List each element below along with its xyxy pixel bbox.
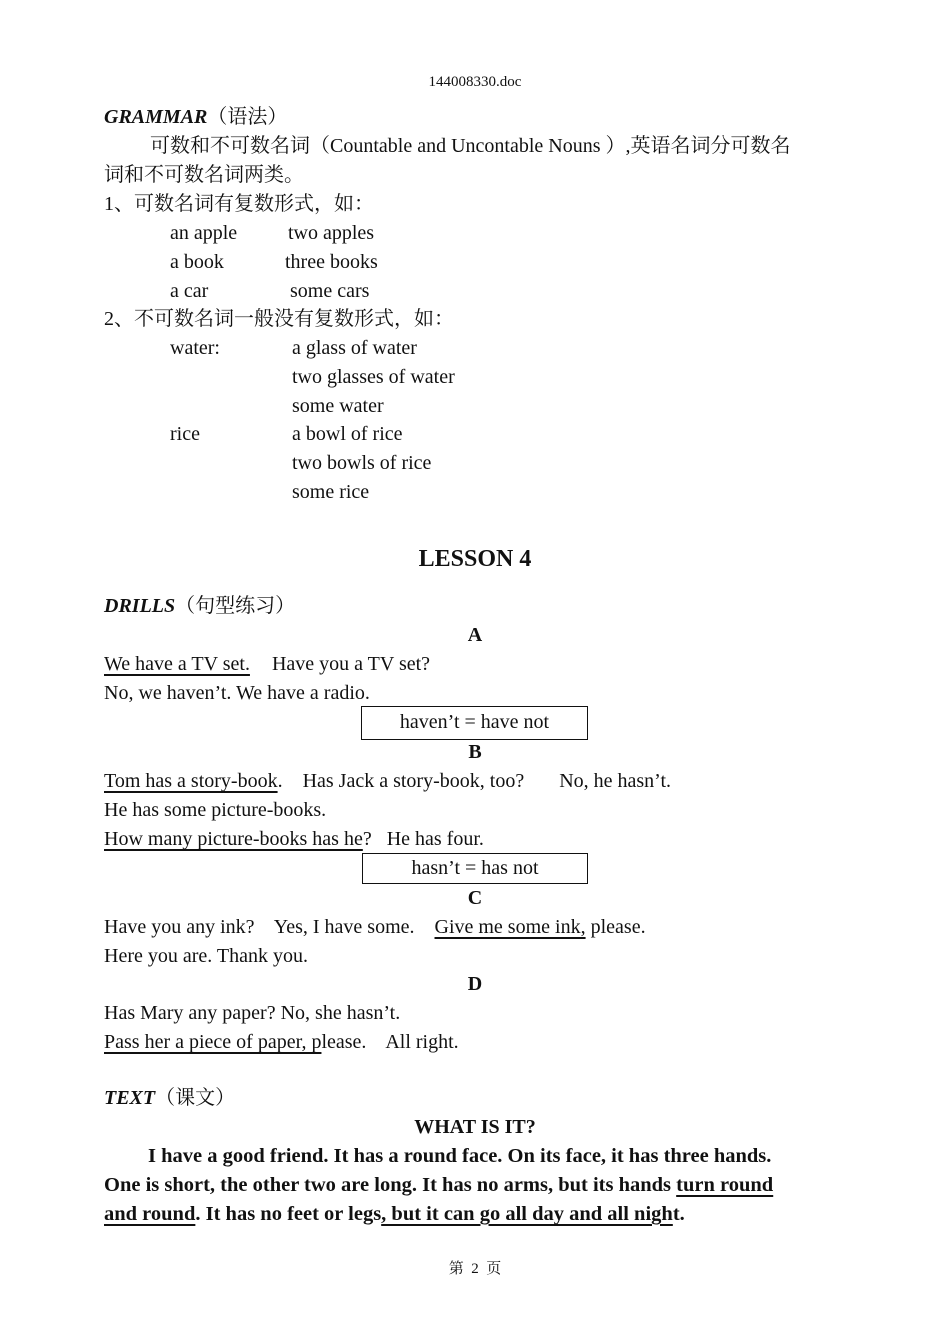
text-line2-start: One is short, the other two are long. It has no arms, but its hands — [104, 1174, 677, 1196]
drill-d-line2 — [104, 1028, 459, 1057]
drill-c-start: Have you any ink? Yes, I have some. — [104, 916, 435, 938]
text-heading-cn: （课文） — [155, 1087, 236, 1109]
text-line2-underlined: turn round — [676, 1174, 774, 1196]
grammar-heading — [104, 103, 287, 132]
drill-a-question: Have you a TV set? — [271, 653, 431, 675]
text-line3-middle: . It has no feet or legs — [195, 1203, 382, 1225]
drill-a-line2: No, we haven’t. We have a radio. — [104, 682, 370, 704]
countable-singular: a car — [170, 280, 209, 302]
lesson-title: LESSON 4 — [418, 546, 532, 572]
drill-b-note-box: hasn’t = has not — [362, 853, 588, 884]
countable-plural: two apples — [288, 222, 375, 244]
drills-heading-cn: （句型练习） — [175, 595, 296, 617]
uncountable-form: two bowls of rice — [292, 452, 432, 474]
drill-b-line1 — [104, 767, 671, 796]
drill-b-underlined-question: How many picture-books has he — [104, 828, 363, 850]
drill-c-rest: please. — [585, 916, 646, 938]
text-heading-en: TEXT — [104, 1087, 156, 1109]
drill-c-line2: Here you are. Thank you. — [104, 945, 309, 967]
page-number: 第 2 页 — [448, 1261, 502, 1277]
drill-b-label: B — [468, 741, 482, 763]
text-line1: I have a good friend. It has a round face. On its face, it has three hands. — [148, 1145, 772, 1167]
drills-heading-en: DRILLS — [104, 595, 176, 617]
uncountable-noun: rice — [170, 423, 200, 445]
drill-b-line3 — [104, 825, 484, 854]
drill-c-line1 — [104, 913, 646, 942]
uncountable-noun: water: — [170, 337, 220, 359]
uncountable-form: some water — [292, 395, 384, 417]
countable-plural: three books — [285, 251, 378, 273]
uncountable-form: two glasses of water — [292, 366, 455, 388]
drill-c-label: C — [467, 887, 483, 909]
text-line3-underlined-1: and round — [104, 1203, 196, 1225]
countable-singular: a book — [170, 251, 224, 273]
drill-b-rest: . Has Jack a story-book, too? No, he hasn’t. — [277, 770, 672, 792]
drill-d-rest: lease. All right. — [321, 1031, 459, 1053]
drill-a-underlined: We have a TV set. — [104, 653, 250, 675]
drills-heading — [104, 592, 295, 621]
drill-d-line1: Has Mary any paper? No, she hasn’t. — [104, 1002, 401, 1024]
drill-a-note-box: haven’t = have not — [361, 706, 588, 740]
drill-b-answer: ? He has four. — [362, 828, 484, 850]
drill-a-line1 — [104, 650, 430, 679]
countable-singular: an apple — [170, 222, 238, 244]
countable-plural: some cars — [290, 280, 370, 302]
grammar-point-2: 2、不可数名词一般没有复数形式，如： — [104, 308, 454, 330]
text-title: WHAT IS IT? — [414, 1116, 536, 1138]
drill-d-label: D — [467, 973, 483, 995]
uncountable-form: a bowl of rice — [292, 423, 403, 445]
drill-a-label: A — [467, 624, 483, 646]
document-filename: 144008330.doc — [428, 74, 522, 90]
text-line3-end: t. — [672, 1203, 685, 1225]
text-line3 — [104, 1200, 685, 1229]
grammar-intro-line1: 可数和不可数名词（Countable and Uncontable Nouns ）,英语名词分可数名 — [150, 135, 791, 157]
drill-b-line2: He has some picture-books. — [104, 799, 327, 821]
uncountable-form: some rice — [292, 481, 370, 503]
drill-d-underlined: Pass her a piece of paper, p — [104, 1031, 322, 1053]
drill-b-underlined: Tom has a story-book — [104, 770, 278, 792]
text-heading — [104, 1084, 235, 1113]
text-line2 — [104, 1171, 773, 1200]
grammar-heading-en: GRAMMAR — [104, 106, 208, 128]
drill-c-underlined: Give me some ink, — [434, 916, 586, 938]
grammar-intro-line2: 词和不可数名词两类。 — [104, 164, 304, 186]
grammar-heading-cn: （语法） — [207, 106, 288, 128]
grammar-point-1: 1、可数名词有复数形式，如： — [104, 193, 374, 215]
text-line3-underlined-2: , but it can go all day and all nigh — [381, 1203, 673, 1225]
uncountable-form: a glass of water — [292, 337, 417, 359]
